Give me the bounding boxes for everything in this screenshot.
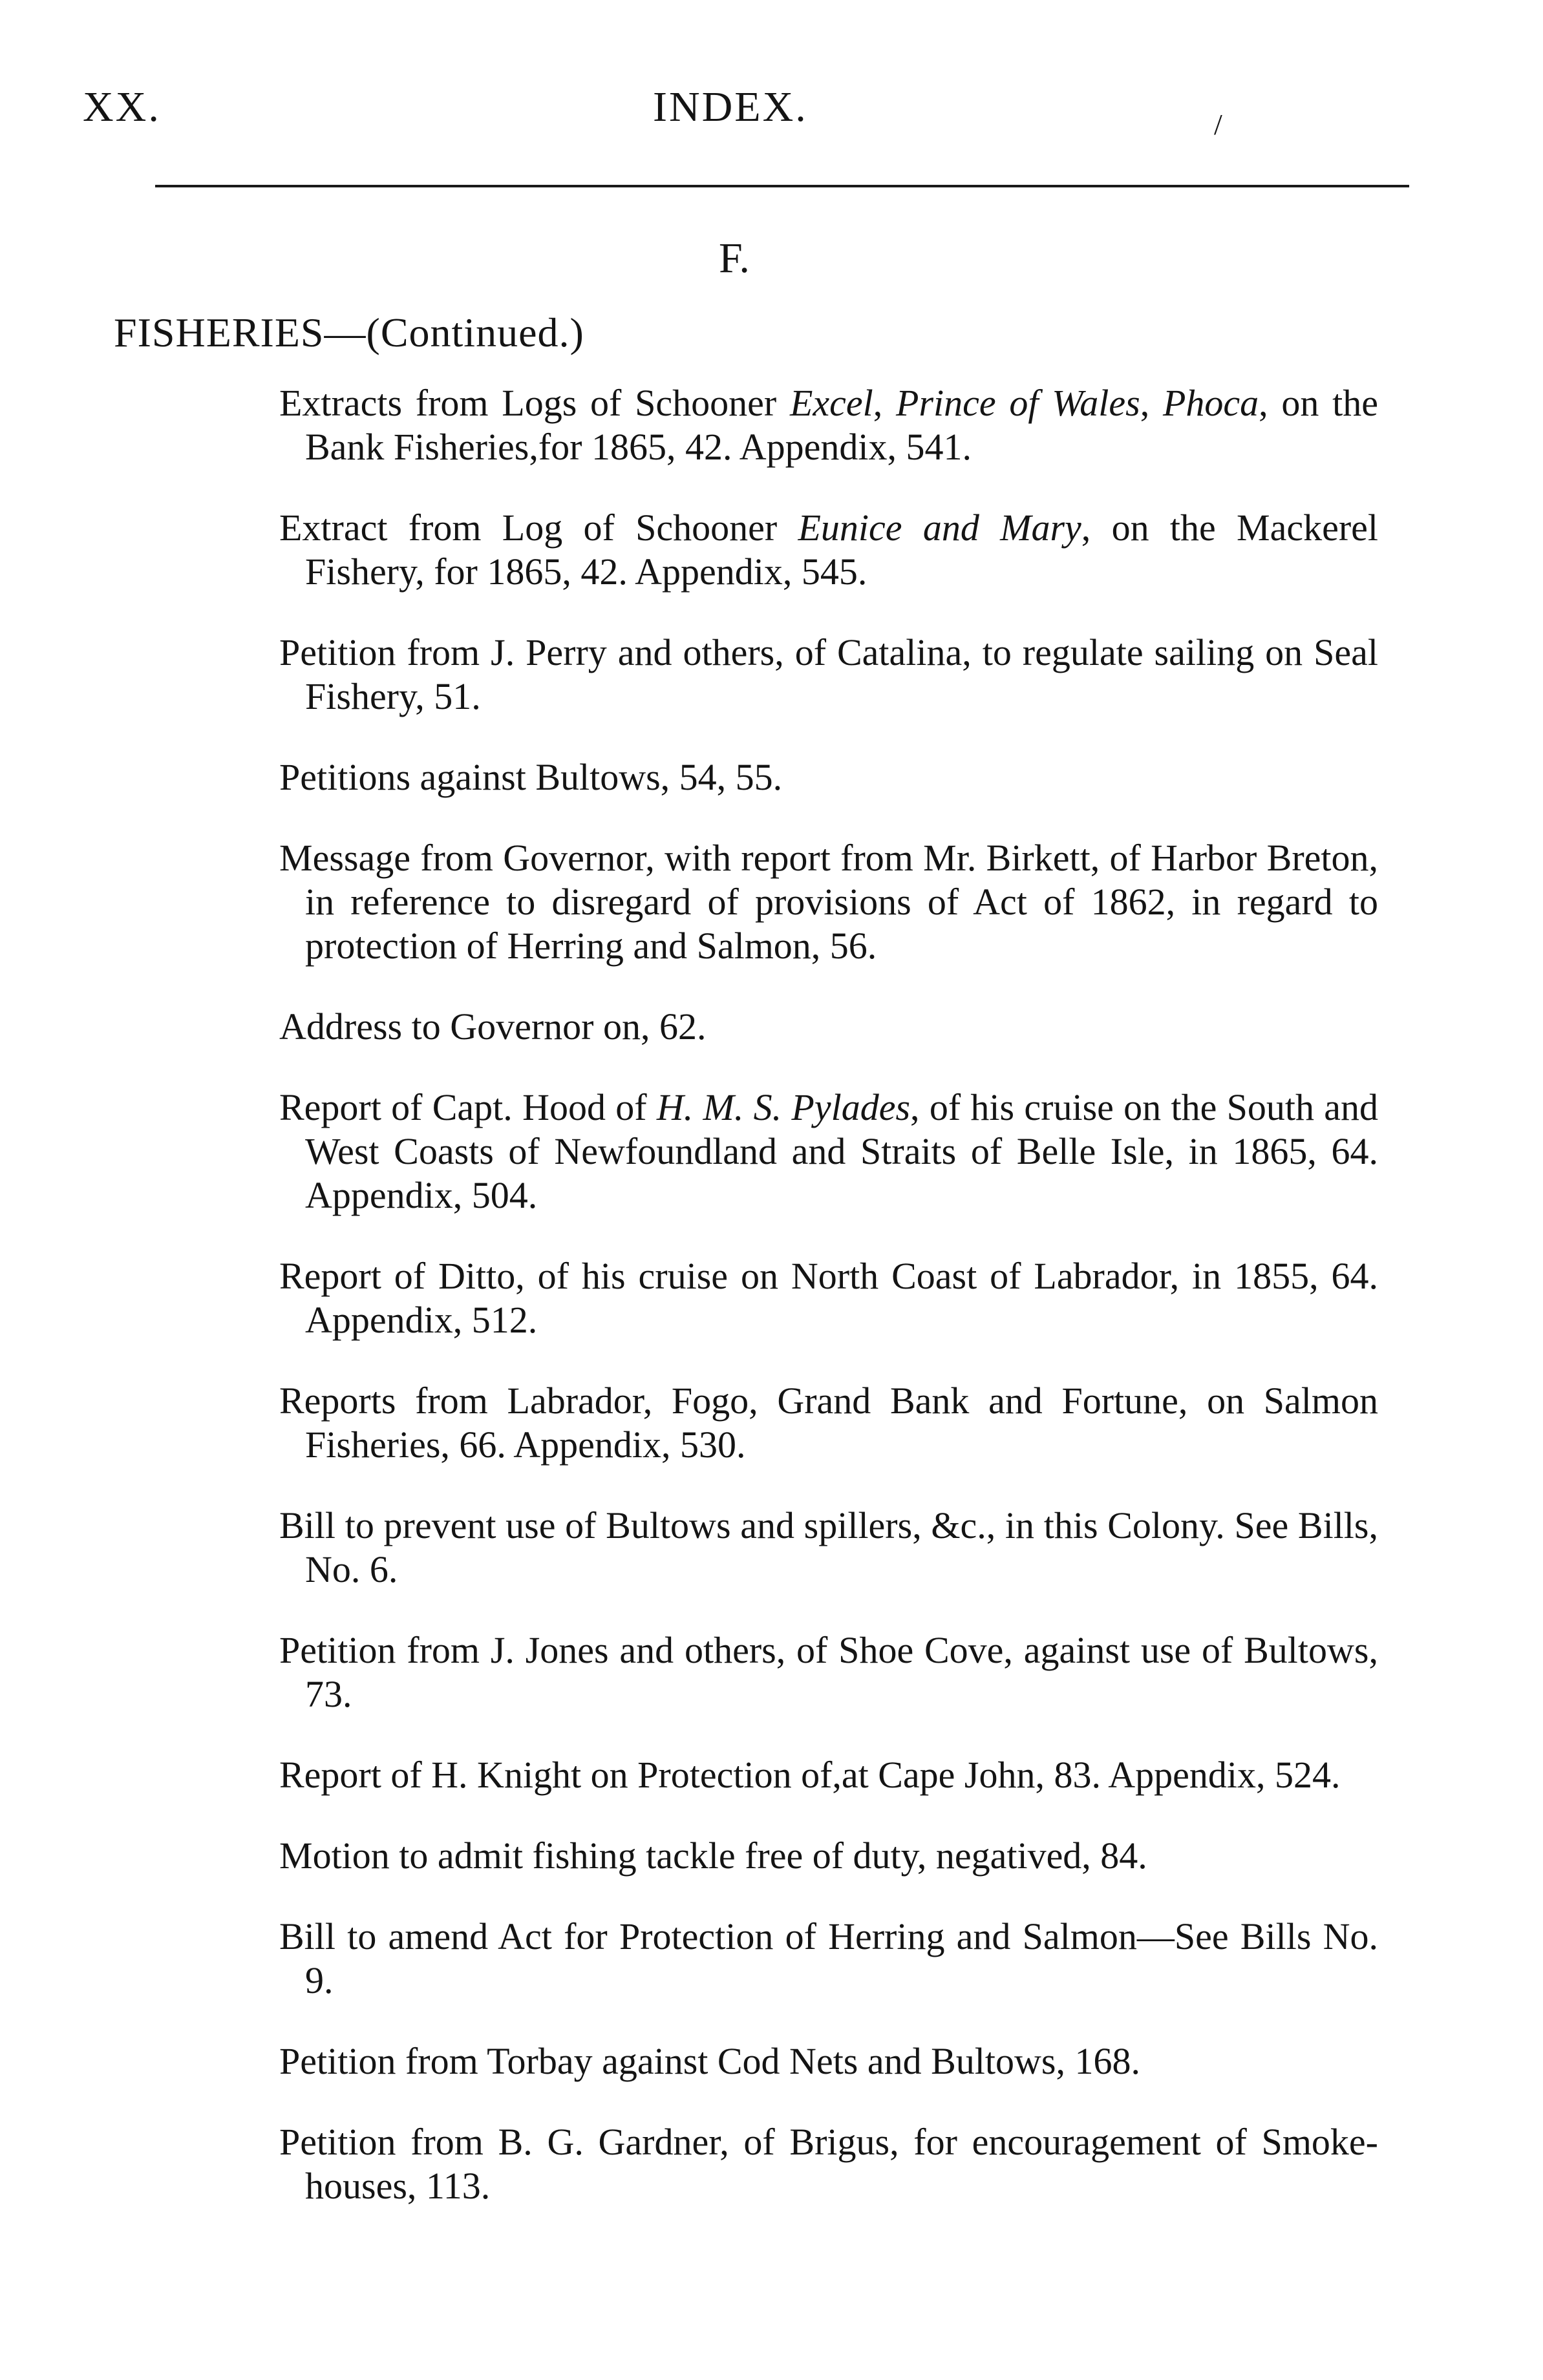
section-letter: F.	[719, 235, 750, 282]
index-entry: Reports from Labrador, Fogo, Grand Bank and Fortune, on Salmon Fisheries, 66. Appendix, 530.	[279, 1380, 1378, 1466]
subject-heading: FISHERIES—(Continued.)	[114, 310, 584, 355]
index-entry: Report of H. Knight on Protection of,at Cape John, 83. Appendix, 524.	[279, 1754, 1341, 1796]
index-entry: Report of Capt. Hood of H. M. S. Pylades, of his cruise on the South and West Coasts of Newfoundland and Straits of Belle Isle, in 1865, 64. Appendix, 504.	[279, 1086, 1378, 1216]
index-entry: Message from Governor, with report from Mr. Birkett, of Harbor Breton, in reference to disregard of provisions of Act of 1862, in regard to protection of Herring and Salmon, 56.	[279, 837, 1378, 967]
pen-tick-mark: /	[1214, 108, 1224, 141]
index-entry: Petition from B. G. Gardner, of Brigus, for encouragement of Smoke-houses, 113.	[279, 2121, 1378, 2207]
index-entry: Address to Governor on, 62.	[279, 1006, 707, 1048]
index-entry: Extracts from Logs of Schooner Excel, Prince of Wales, Phoca, on the Bank Fisheries,for 1865, 42. Appendix, 541.	[279, 382, 1379, 468]
index-entry: Petitions against Bultows, 54, 55.	[279, 756, 783, 798]
index-entry: Extract from Log of Schooner Eunice and Mary, on the Mackerel Fishery, for 1865, 42. Appendix, 545.	[279, 507, 1378, 593]
index-entry: Report of Ditto, of his cruise on North Coast of Labrador, in 1855, 64. Appendix, 512.	[279, 1255, 1378, 1341]
index-entry: Motion to admit fishing tackle free of duty, negatived, 84.	[279, 1835, 1147, 1877]
index-entry: Bill to prevent use of Bultows and spillers, &c., in this Colony. See Bills, No. 6.	[279, 1504, 1378, 1590]
index-entries	[279, 381, 1378, 2245]
index-entry: Petition from J. Perry and others, of Catalina, to regulate sailing on Seal Fishery, 51.	[279, 631, 1378, 717]
header-rule	[155, 185, 1409, 187]
running-title: INDEX.	[653, 83, 808, 131]
index-entry: Bill to amend Act for Protection of Herring and Salmon—See Bills No. 9.	[279, 1915, 1378, 2001]
index-entry: Petition from Torbay against Cod Nets and Bultows, 168.	[279, 2040, 1140, 2082]
index-entry: Petition from J. Jones and others, of Shoe Cove, against use of Bultows, 73.	[279, 1629, 1378, 1715]
page-header	[83, 83, 1401, 141]
page-folio: XX.	[83, 83, 161, 131]
